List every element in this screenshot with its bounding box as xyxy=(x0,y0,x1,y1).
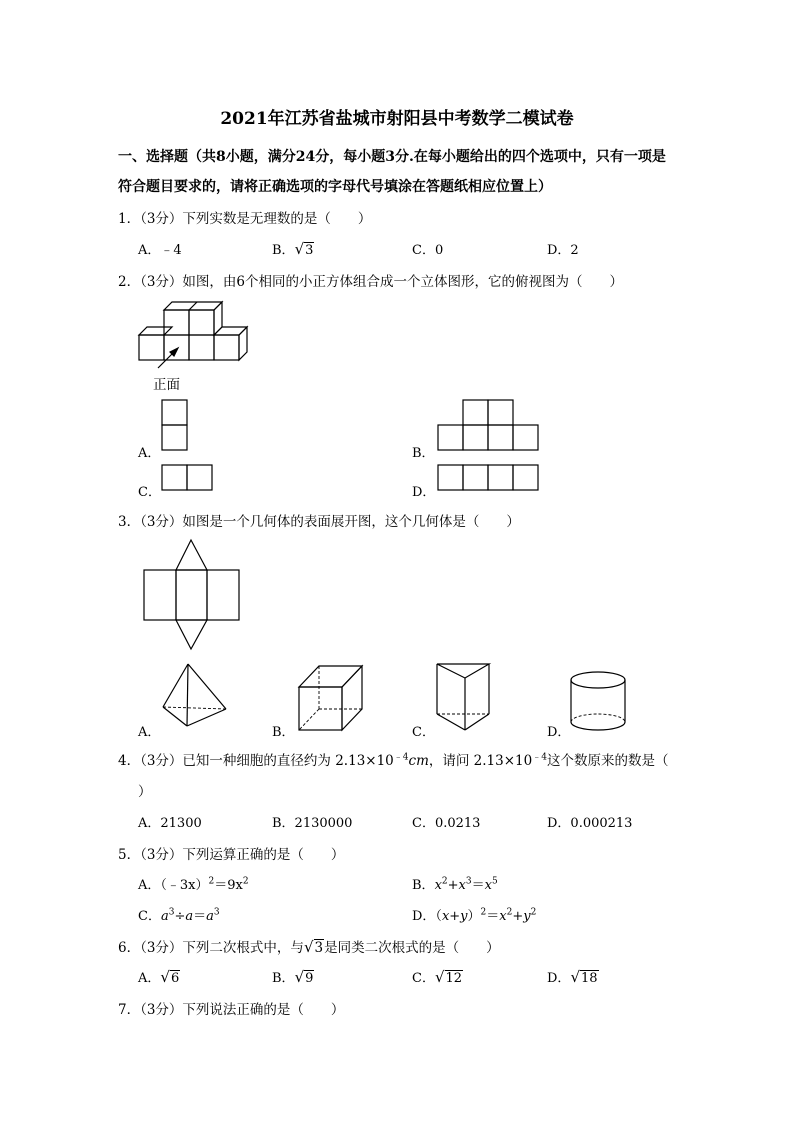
q5-d-e1: 2 xyxy=(506,907,513,918)
q5-c-e3: 3 xyxy=(213,907,220,918)
q4-option-b: B．2130000 xyxy=(272,816,353,831)
section-heading-line2: 符合题目要求的，请将正确选项的字母代号填涂在答题纸相应位置上） xyxy=(118,179,552,195)
q3-option-a: A． xyxy=(138,725,161,740)
q6-option-d xyxy=(547,967,599,986)
q5-b-e2: 3 xyxy=(465,876,472,887)
q6-stem-part1: 6．（3分）下列二次根式中，与 xyxy=(118,940,304,956)
q2-option-a: A． xyxy=(138,446,161,461)
question-2-stem: 2．（3分）如图，由6个相同的小正方体组合成一个立体图形，它的俯视图为（ ） xyxy=(118,274,624,290)
q1-option-b-radicand: 3 xyxy=(305,243,314,258)
q6-b-label: B． xyxy=(272,971,295,986)
q2-option-b: B． xyxy=(412,446,435,461)
q5-c-label: C． xyxy=(138,909,161,924)
sqrt-symbol: √9 xyxy=(294,968,314,986)
q5-a-rhs: ＝9x xyxy=(214,878,243,893)
q5-c-a1: a xyxy=(160,909,169,924)
q5-d-e: 2 xyxy=(480,907,487,918)
q4-option-a: A．21300 xyxy=(138,816,202,831)
q3-option-c: C． xyxy=(412,725,435,740)
q4-exponent-2: ﹣4 xyxy=(532,752,547,763)
q6-stem-part2: 是同类二次根式的是（ ） xyxy=(324,940,500,956)
q4-exponent-1: ﹣4 xyxy=(393,752,409,763)
q6-option-c xyxy=(412,967,463,986)
q5-c-div: ÷ xyxy=(174,909,186,924)
q6-d-label: D． xyxy=(547,971,571,986)
q4-unit: cm xyxy=(408,753,429,769)
sqrt-symbol: √3 xyxy=(294,240,314,258)
q4-stem-part2: ，请问 2.13×10 xyxy=(428,753,533,769)
q5-b-x2: x xyxy=(458,878,466,893)
q5-d-x: x xyxy=(499,909,507,924)
q5-a-exp2: 2 xyxy=(242,876,249,887)
q6-d-radicand: 18 xyxy=(581,971,598,986)
q5-a-base: A．（﹣3x） xyxy=(138,878,209,893)
q5-option-a xyxy=(138,874,249,893)
q5-d-close: ） xyxy=(467,909,481,924)
q5-d-label: D．（ xyxy=(412,909,442,924)
q1-option-c: C．0 xyxy=(412,243,444,258)
q6-b-radicand: 9 xyxy=(305,971,314,986)
q5-b-eq: ＝ xyxy=(471,878,485,893)
question-3-stem: 3．（3分）如图是一个几何体的表面展开图，这个几何体是（ ） xyxy=(118,514,520,530)
q4-stem-part1: 4．（3分）已知一种细胞的直径约为 2.13×10 xyxy=(118,753,394,769)
q5-d-xy: x+y xyxy=(441,909,468,924)
q5-option-b xyxy=(412,874,498,893)
sqrt-symbol: √12 xyxy=(434,968,463,986)
q4-stem-part3: 这个数原来的数是（ xyxy=(546,753,669,769)
question-5-stem: 5．（3分）下列运算正确的是（ ） xyxy=(118,847,345,863)
q5-d-plus: + xyxy=(512,909,524,924)
q6-option-b xyxy=(272,967,314,986)
q5-b-e3: 5 xyxy=(491,876,498,887)
q5-b-x3: x xyxy=(484,878,492,893)
q5-c-a2: a xyxy=(185,909,194,924)
q2-option-d: D． xyxy=(412,485,436,500)
q1-option-d: D．2 xyxy=(547,243,579,258)
page-title: 2021年江苏省盐城市射阳县中考数学二模试卷 xyxy=(220,109,574,129)
q5-c-a3: a xyxy=(206,909,214,924)
q5-c-eq: ＝ xyxy=(193,909,207,924)
section-heading-line1: 一、选择题（共8小题，满分24分，每小题3分.在每小题给出的四个选项中，只有一项是 xyxy=(118,149,666,165)
q5-b-e1: 2 xyxy=(441,876,448,887)
q5-d-e2: 2 xyxy=(530,907,537,918)
q6-a-label: A． xyxy=(138,971,161,986)
q5-b-plus: + xyxy=(447,878,459,893)
q1-option-b-label: B． xyxy=(272,243,295,258)
q5-b-x1: x xyxy=(434,878,442,893)
sqrt-symbol: √18 xyxy=(570,968,598,986)
q6-c-label: C． xyxy=(412,971,435,986)
q4-option-d: D．0.000213 xyxy=(547,816,633,831)
q5-d-y: y xyxy=(523,909,531,924)
q4-option-c: C．0.0213 xyxy=(412,816,481,831)
q5-a-exp: 2 xyxy=(208,876,215,887)
q3-option-d: D． xyxy=(547,725,571,740)
q2-option-c: C． xyxy=(138,485,161,500)
sqrt-symbol: √6 xyxy=(160,968,180,986)
q6-a-radicand: 6 xyxy=(170,971,180,986)
q4-stem-close: ） xyxy=(138,784,152,800)
q3-option-b: B． xyxy=(272,725,295,740)
front-label: 正面 xyxy=(153,377,180,393)
q5-option-d xyxy=(412,905,536,924)
sqrt-symbol: √3 xyxy=(303,938,324,956)
q6-option-a xyxy=(138,967,180,986)
question-4-stem xyxy=(118,749,668,769)
q6-stem-radicand: 3 xyxy=(314,940,324,956)
q5-c-e1: 3 xyxy=(168,907,175,918)
question-1-stem: 1．（3分）下列实数是无理数的是（ ） xyxy=(118,211,372,227)
q1-option-a: A．﹣4 xyxy=(138,243,182,258)
q5-option-c xyxy=(138,905,220,924)
question-6-stem xyxy=(118,936,500,956)
question-7-stem: 7．（3分）下列说法正确的是（ ） xyxy=(118,1002,345,1018)
q6-c-radicand: 12 xyxy=(445,971,463,986)
q5-b-label: B． xyxy=(412,878,435,893)
q5-d-eq: ＝ xyxy=(486,909,500,924)
